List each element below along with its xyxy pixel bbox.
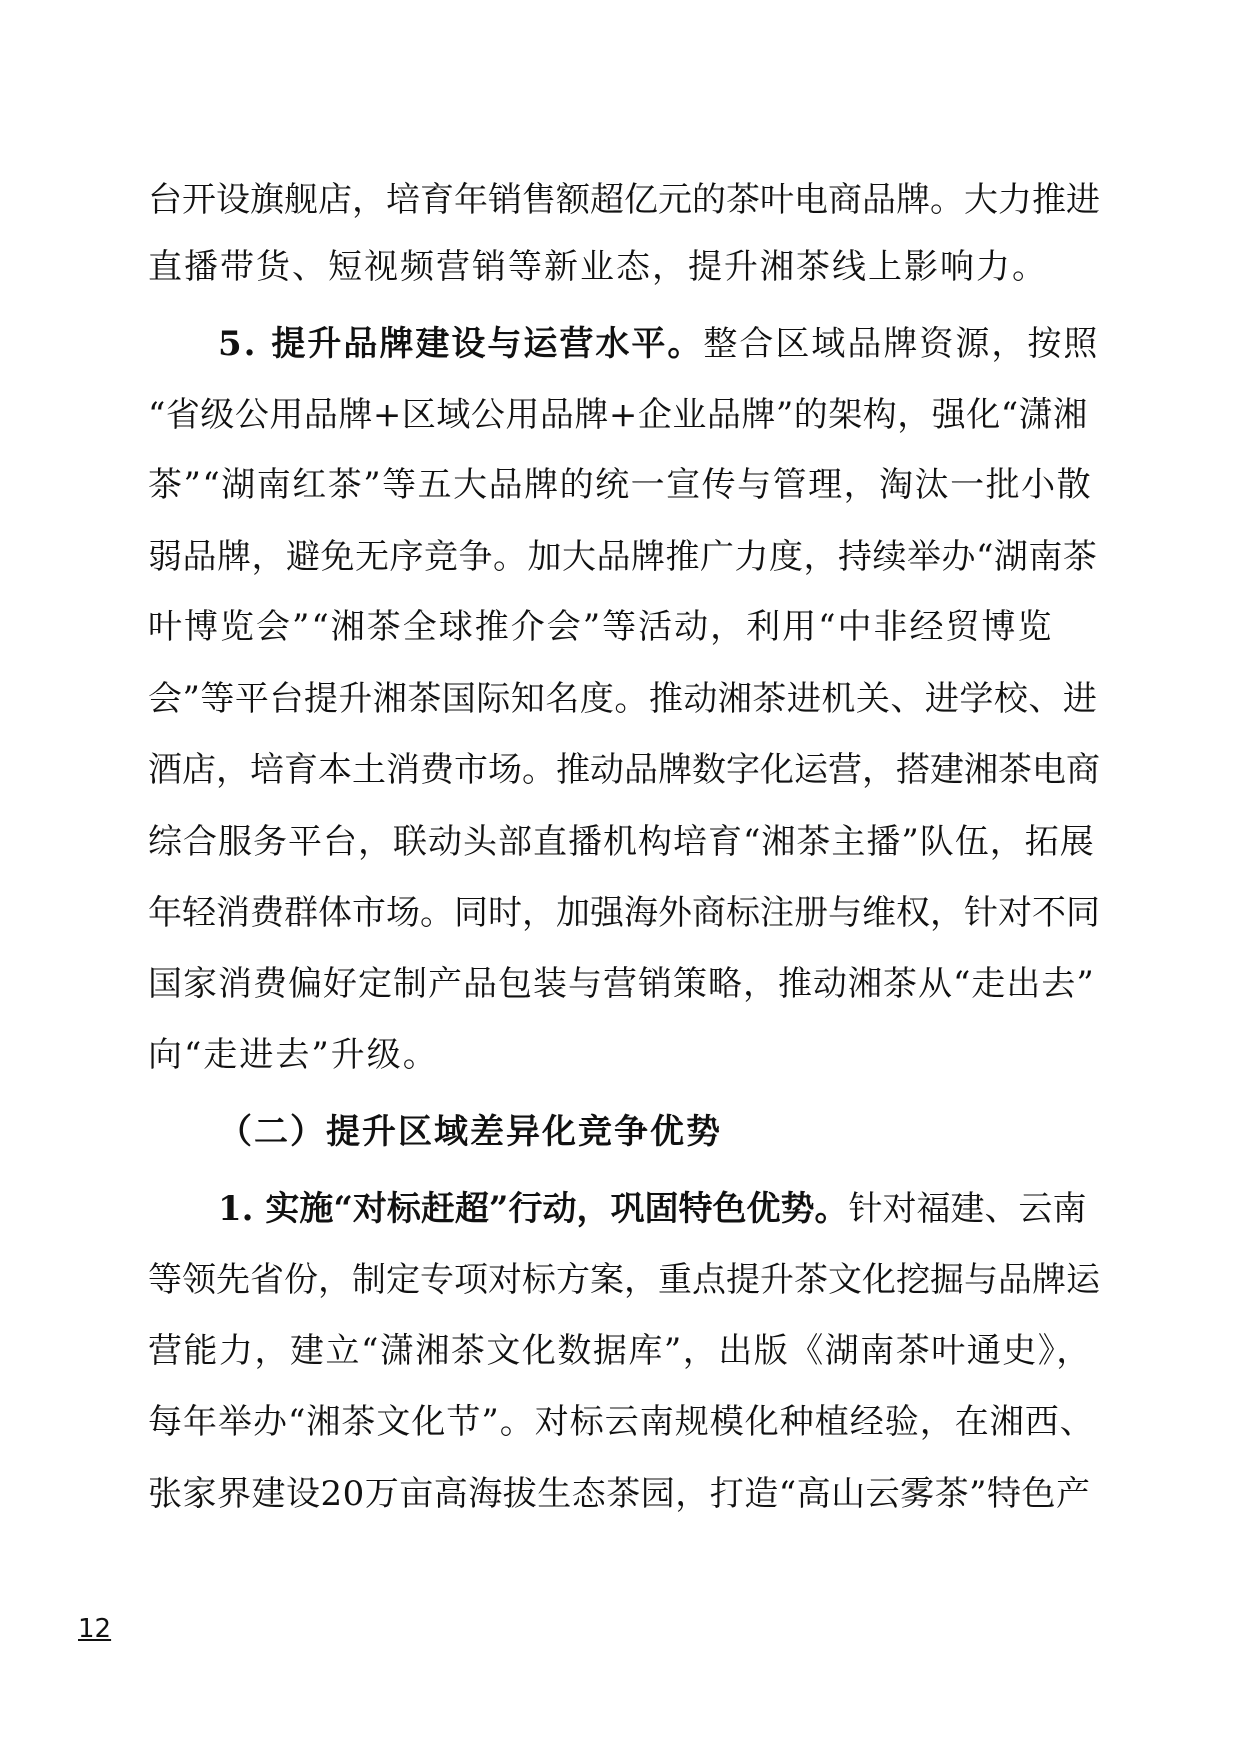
text-line bbox=[148, 964, 1095, 1004]
line-text: 直播带货、短视频营销等新业态，提升湘茶线上影响力。 bbox=[148, 247, 1048, 287]
text-line bbox=[148, 607, 1054, 647]
item-heading: 5. 提升品牌建设与运营水平。 bbox=[218, 324, 704, 364]
line-text: 综合服务平台，联动头部直播机构培育“湘茶主播”队伍，拓展 bbox=[148, 822, 1095, 862]
text-line bbox=[148, 1035, 439, 1075]
text-line bbox=[148, 1402, 1095, 1442]
line-text: 台开设旗舰店，培育年销售额超亿元的茶叶电商品牌。大力推进 bbox=[148, 180, 1100, 220]
text-line bbox=[148, 1331, 1092, 1371]
line-text: “省级公用品牌+区域公用品牌+企业品牌”的架构，强化“潇湘 bbox=[148, 395, 1088, 435]
line-text: 弱品牌，避免无序竞争。加大品牌推广力度，持续举办“湖南茶 bbox=[148, 537, 1098, 577]
page-number: 12 bbox=[78, 1614, 112, 1644]
text-line bbox=[148, 395, 1088, 435]
text-line bbox=[148, 679, 1097, 719]
text-line bbox=[148, 1260, 1100, 1300]
line-text: 等领先省份，制定专项对标方案，重点提升茶文化挖掘与品牌运 bbox=[148, 1260, 1100, 1300]
line-text: 年轻消费群体市场。同时，加强海外商标注册与维权，针对不同 bbox=[148, 893, 1100, 933]
text-line bbox=[148, 465, 1092, 505]
text-line bbox=[148, 822, 1095, 862]
item-heading: 1. 实施“对标赶超”行动，巩固特色优势。 bbox=[218, 1189, 849, 1229]
text-line bbox=[148, 537, 1097, 577]
line-text: 向“走进去”升级。 bbox=[148, 1035, 439, 1075]
line-text: 营能力，建立“潇湘茶文化数据库”，出版《湖南茶叶通史》， bbox=[148, 1331, 1092, 1371]
line-text: 国家消费偏好定制产品包装与营销策略，推动湘茶从“走出去” bbox=[148, 964, 1095, 1004]
line-text: 茶”“湖南红茶”等五大品牌的统一宣传与管理，淘汰一批小散 bbox=[148, 465, 1093, 505]
section-heading-2 bbox=[218, 1112, 722, 1152]
text-line bbox=[148, 180, 1100, 220]
line-text: 针对福建、云南 bbox=[848, 1189, 1087, 1229]
section-item-5 bbox=[218, 324, 1099, 364]
line-text: 酒店，培育本土消费市场。推动品牌数字化运营，搭建湘茶电商 bbox=[148, 750, 1100, 790]
text-line bbox=[148, 893, 1100, 933]
line-text: 张家界建设20万亩高海拔生态茶园，打造“高山云雾茶”特色产 bbox=[148, 1474, 1091, 1514]
text-line bbox=[148, 1474, 1091, 1514]
line-text: 会”等平台提升湘茶国际知名度。推动湘茶进机关、进学校、进 bbox=[148, 679, 1098, 719]
line-text: 整合区域品牌资源，按照 bbox=[703, 324, 1100, 364]
text-line bbox=[148, 247, 1048, 287]
line-text: 叶博览会”“湘茶全球推介会”等活动，利用“中非经贸博览 bbox=[148, 607, 1054, 647]
line-text: 每年举办“湘茶文化节”。对标云南规模化种植经验，在湘西、 bbox=[148, 1402, 1095, 1442]
section-heading-text: （二）提升区域差异化竞争优势 bbox=[218, 1112, 722, 1152]
text-line bbox=[148, 750, 1100, 790]
section-item-1 bbox=[218, 1189, 1086, 1229]
